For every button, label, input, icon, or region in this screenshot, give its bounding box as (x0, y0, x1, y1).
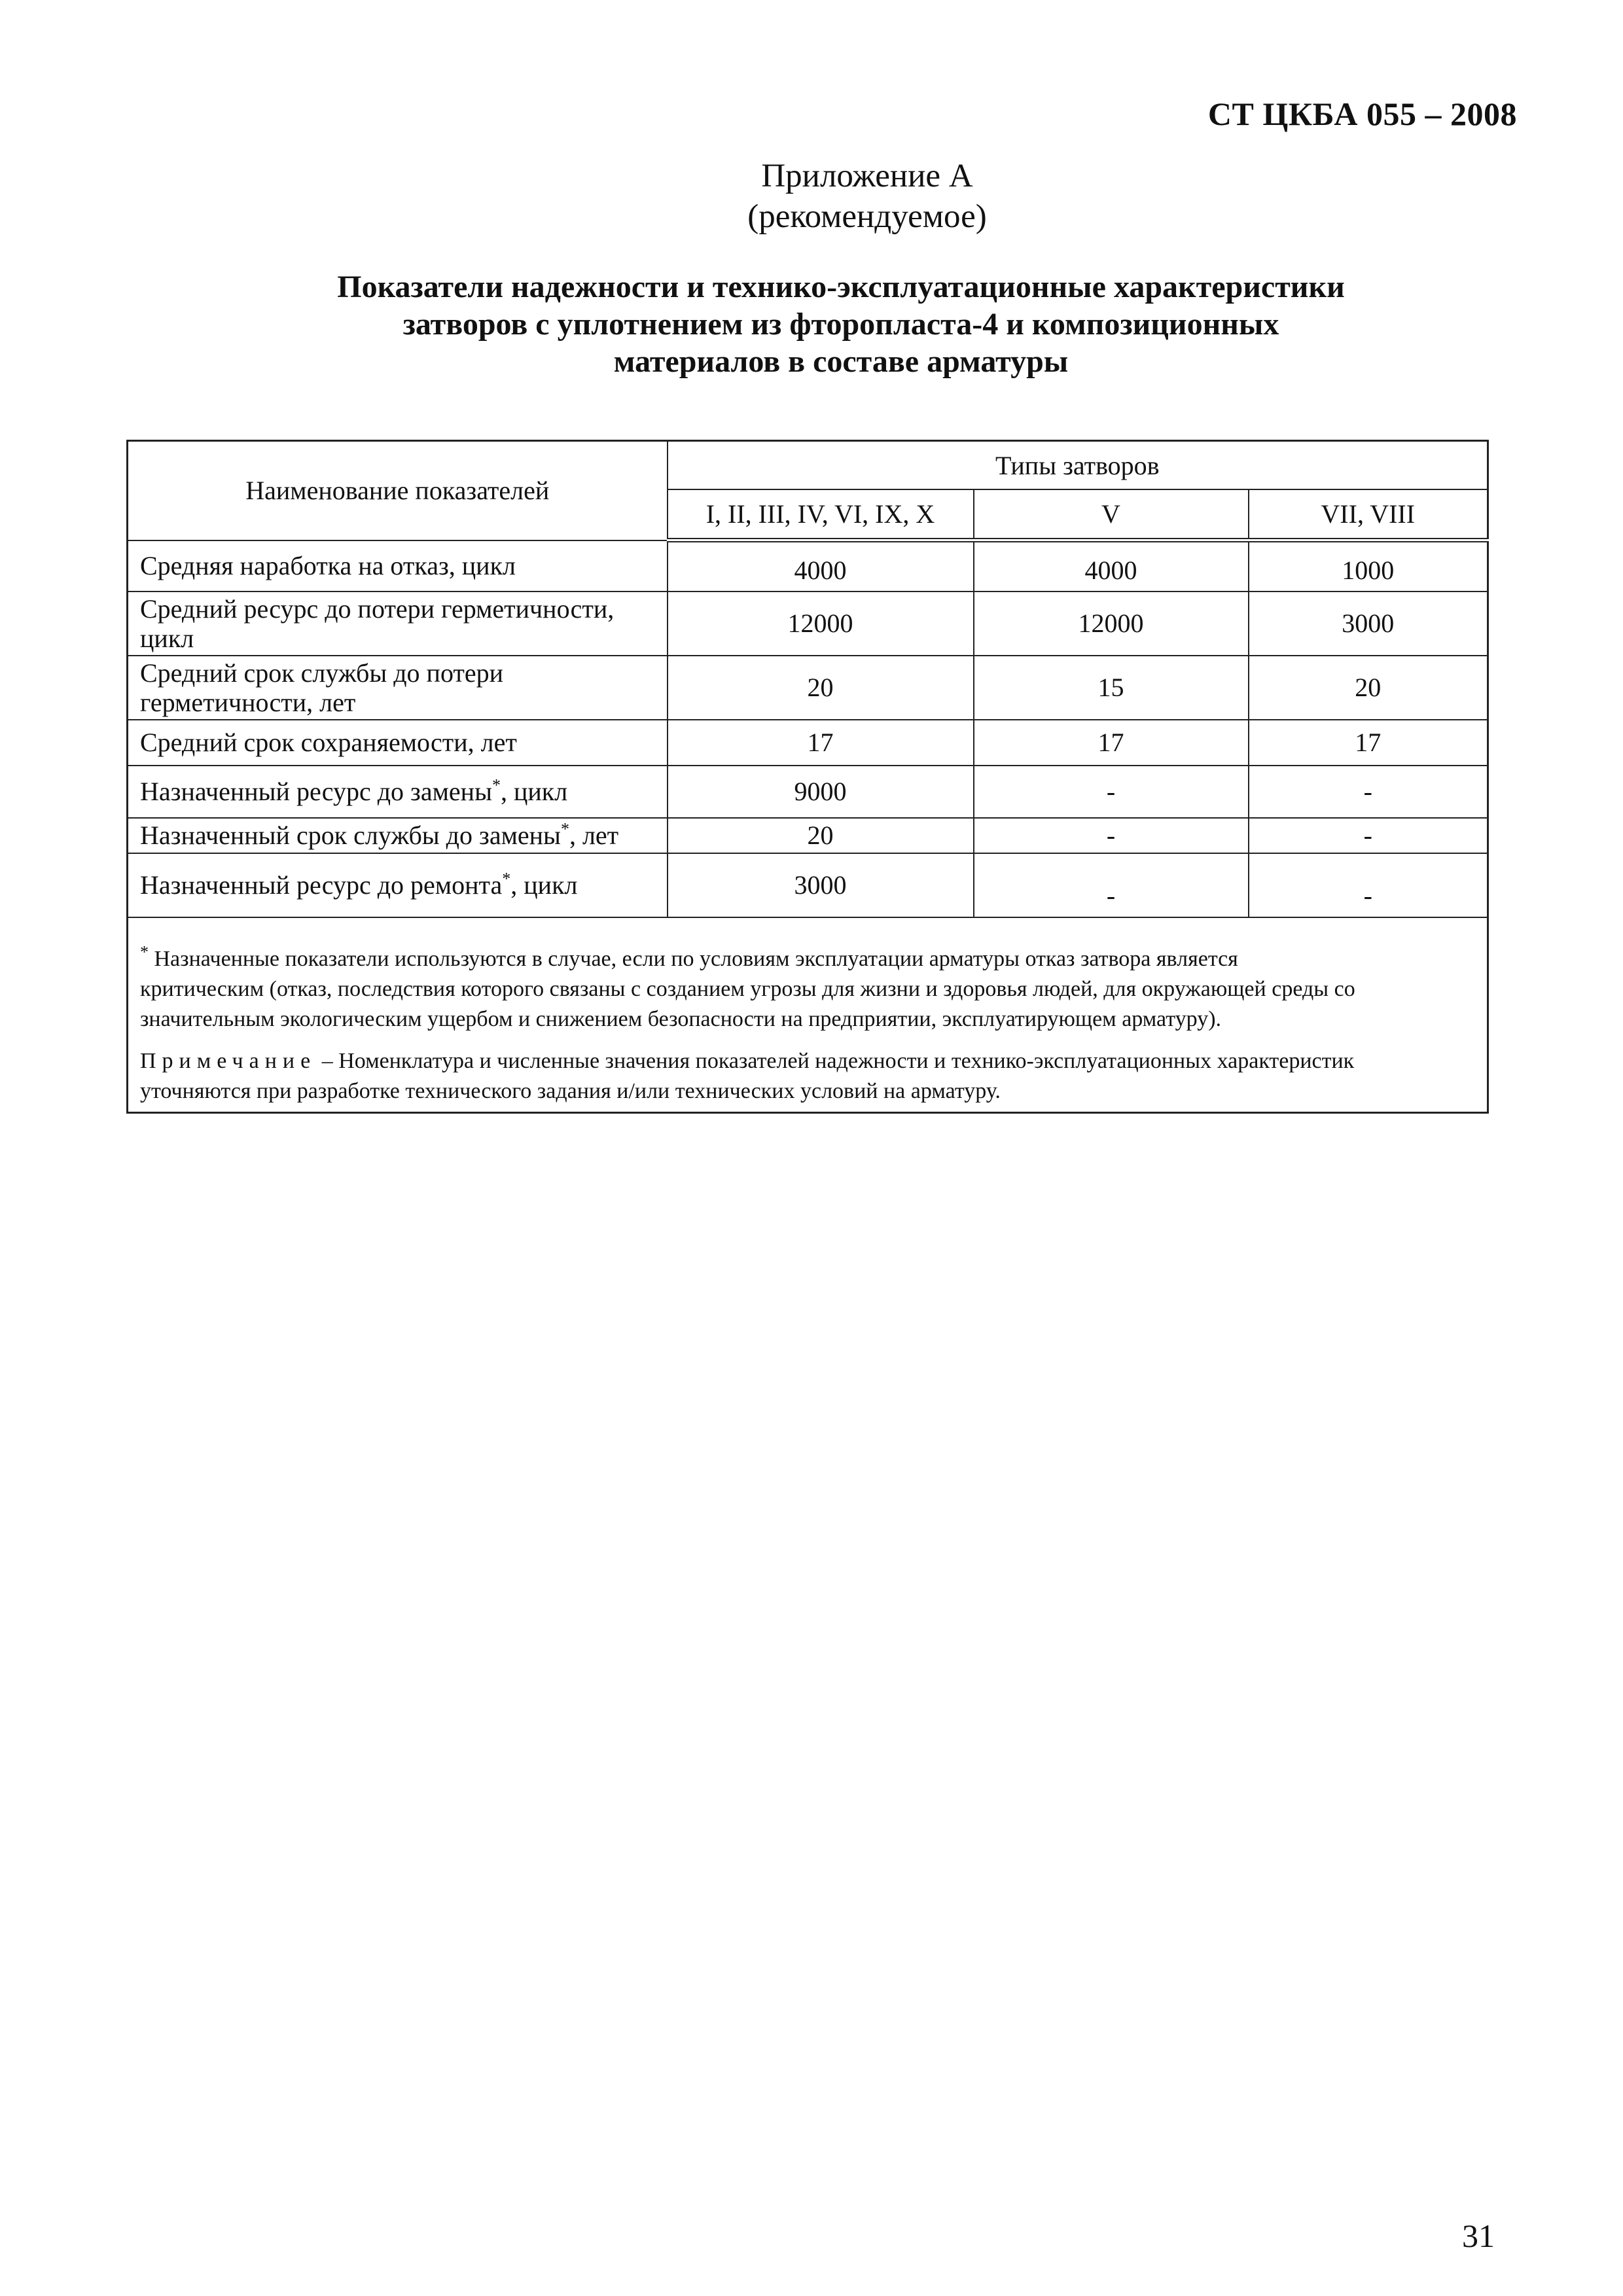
row-label-unit: , цикл (510, 870, 578, 900)
row-label (128, 592, 668, 656)
table-row (128, 592, 1488, 656)
note-line-2: уточняются при разработке технического задания и/или технических условий на арматуру. (140, 1078, 1001, 1103)
table-row (128, 766, 1488, 818)
table-row (128, 540, 1488, 592)
footnote-line-3: значительным экологическим ущербом и снижением безопасности на предприятии, эксплуатирующем арматуру). (140, 1006, 1222, 1031)
row-label (128, 656, 668, 720)
table-cell: 12000 (668, 592, 974, 656)
footnote (140, 944, 1475, 1034)
row-label-line: Средний срок службы до потери (140, 658, 504, 688)
table-cell: 15 (974, 656, 1249, 720)
row-label: Средний срок сохраняемости, лет (128, 720, 668, 766)
title-line-1: Показатели надежности и технико-эксплуатационные характеристики (337, 270, 1345, 304)
table-row (128, 720, 1488, 766)
table-cell: 17 (1249, 720, 1488, 766)
table-cell: - (1249, 766, 1488, 818)
table-cell: 12000 (974, 592, 1249, 656)
table-cell: - (1249, 853, 1488, 917)
row-label (128, 818, 668, 853)
header-type-col-1: I, II, III, IV, VI, IX, X (668, 489, 974, 540)
reliability-table (126, 440, 1489, 1114)
title-line-2: затворов с уплотнением из фторопласта-4 и композиционных (402, 307, 1279, 342)
row-label-line: Средний ресурс до потери герметичности, (140, 593, 615, 624)
table-row (128, 853, 1488, 917)
table-cell: 20 (668, 818, 974, 853)
footnote-marker: * (560, 819, 569, 839)
row-label-text: Назначенный ресурс до ремонта (140, 870, 503, 900)
appendix-status: (рекомендуемое) (747, 198, 987, 235)
table-header-row (128, 441, 1488, 490)
table-cell: - (1249, 818, 1488, 853)
header-indicator-name: Наименование показателей (128, 441, 668, 540)
row-label-unit: , лет (569, 821, 619, 850)
table-cell: 4000 (668, 540, 974, 592)
row-label: Средняя наработка на отказ, цикл (128, 540, 668, 592)
table-cell: - (974, 818, 1249, 853)
row-label-text: Назначенный срок службы до замены (140, 821, 561, 850)
appendix-heading (0, 156, 1623, 237)
table-row (128, 818, 1488, 853)
table-cell: 17 (668, 720, 974, 766)
row-label-line: герметичности, лет (140, 687, 356, 717)
note (140, 1046, 1475, 1106)
footnote-line-1: Назначенные показатели используются в случае, если по условиям эксплуатации арматуры отказ затвора является (149, 946, 1238, 971)
table-cell: 4000 (974, 540, 1249, 592)
row-label-text: Назначенный ресурс до замены (140, 777, 492, 806)
page-number: 31 (1462, 2217, 1495, 2254)
table-cell: 3000 (668, 853, 974, 917)
table-cell: 17 (974, 720, 1249, 766)
appendix-label: Приложение А (761, 158, 973, 194)
table-cell: - (974, 766, 1249, 818)
table-cell: - (974, 853, 1249, 917)
table-cell: 1000 (1249, 540, 1488, 592)
header-type-col-2: V (974, 489, 1249, 540)
section-title (0, 268, 1623, 380)
row-label-line: цикл (140, 623, 194, 653)
document-code: СТ ЦКБА 055 – 2008 (1207, 96, 1517, 132)
title-line-3: материалов в составе арматуры (613, 344, 1069, 379)
table-notes (128, 917, 1488, 1113)
row-label (128, 853, 668, 917)
footnote-marker: * (502, 869, 511, 889)
table-cell: 20 (1249, 656, 1488, 720)
note-label: Примечание (140, 1048, 317, 1073)
footnote-line-2: критическим (отказ, последствия которого связаны с созданием угрозы для жизни и здоровья людей, для окружающей среды со (140, 976, 1355, 1001)
header-type-col-3: VII, VIII (1249, 489, 1488, 540)
header-valve-types: Типы затворов (668, 441, 1488, 490)
table-cell: 9000 (668, 766, 974, 818)
footnote-marker: * (140, 942, 149, 962)
note-line-1: – Номенклатура и численные значения показателей надежности и технико-эксплуатационных характеристик (316, 1048, 1355, 1073)
table-cell: 20 (668, 656, 974, 720)
table-cell: 3000 (1249, 592, 1488, 656)
footnote-marker: * (491, 775, 501, 795)
row-label-unit: , цикл (500, 777, 568, 806)
table-row (128, 656, 1488, 720)
table-notes-row (128, 917, 1488, 1113)
row-label (128, 766, 668, 818)
